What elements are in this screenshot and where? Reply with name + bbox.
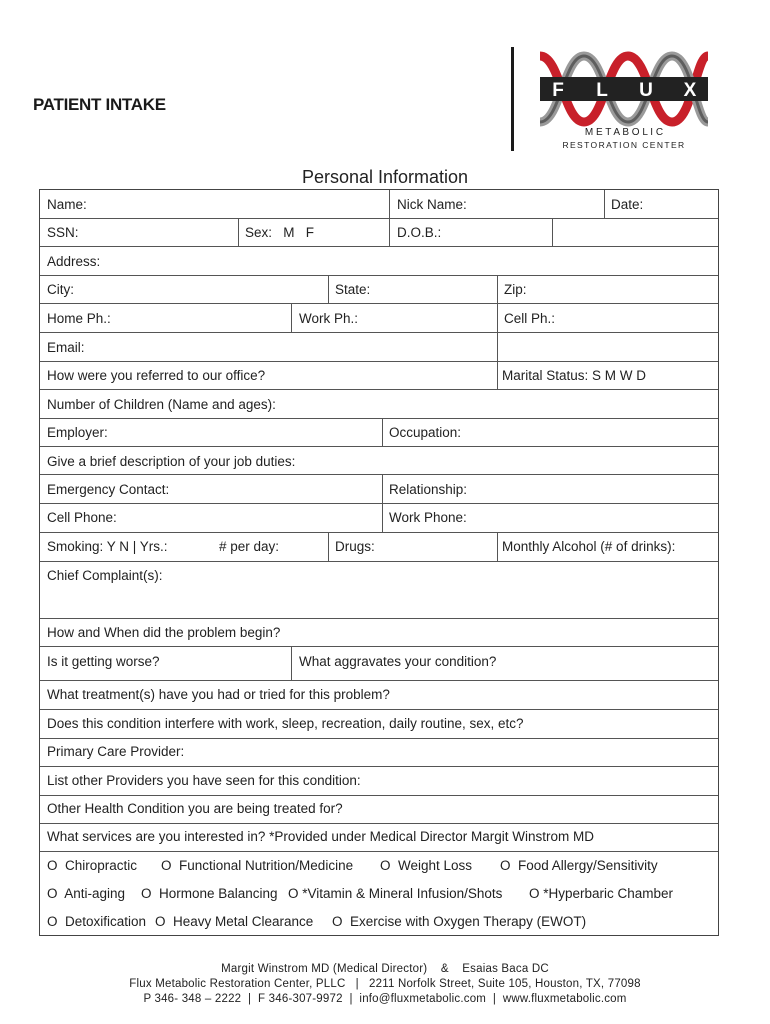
getting-worse-label: Is it getting worse? <box>47 654 160 669</box>
date-label: Date: <box>611 197 644 212</box>
relationship-label: Relationship: <box>389 482 468 497</box>
section-title: Personal Information <box>301 167 469 187</box>
ssn-label: SSN: <box>47 225 79 240</box>
service-option-hormone-balancing[interactable]: O Hormone Balancing <box>141 886 278 901</box>
logo-divider <box>511 47 514 151</box>
name-label: Name: <box>47 197 87 212</box>
page-title: PATIENT INTAKE <box>33 95 166 114</box>
service-option-heavy-metal-clearance[interactable]: O Heavy Metal Clearance <box>155 914 314 929</box>
service-option-hyperbaric-chamber[interactable]: O *Hyperbaric Chamber <box>529 886 674 901</box>
service-option-weight-loss[interactable]: O Weight Loss <box>380 858 473 873</box>
dob-label: D.O.B.: <box>397 225 442 240</box>
state-label: State: <box>335 282 371 297</box>
primary-care-label: Primary Care Provider: <box>47 744 185 759</box>
city-label: City: <box>47 282 74 297</box>
service-option-detoxification[interactable]: O Detoxification <box>47 914 147 929</box>
home-phone-label: Home Ph.: <box>47 311 111 326</box>
occupation-label: Occupation: <box>389 425 462 440</box>
work-phone-label: Work Ph.: <box>299 311 359 326</box>
intake-form-table <box>39 189 719 936</box>
smoking-label: Smoking: Y N | Yrs.: <box>47 539 168 554</box>
alcohol-label: Monthly Alcohol (# of drinks): <box>502 539 676 554</box>
logo-letter: F <box>552 80 564 101</box>
per-day-label: # per day: <box>219 539 280 554</box>
treatments-label: What treatment(s) have you had or tried for this problem? <box>47 687 390 702</box>
emergency-contact-label: Emergency Contact: <box>47 482 170 497</box>
service-option-chiropractic[interactable]: O Chiropractic <box>47 858 138 873</box>
service-option-food-allergy[interactable]: O Food Allergy/Sensitivity <box>500 858 658 873</box>
other-providers-label: List other Providers you have seen for this condition: <box>47 773 361 788</box>
service-option-vitamin-infusion[interactable]: O *Vitamin & Mineral Infusion/Shots <box>288 886 503 901</box>
emergency-cell-phone-label: Cell Phone: <box>47 510 117 525</box>
other-health-label: Other Health Condition you are being treated for? <box>47 801 343 816</box>
service-option-anti-aging[interactable]: O Anti-aging <box>47 886 126 901</box>
zip-label: Zip: <box>504 282 527 297</box>
logo-letter: X <box>683 80 697 101</box>
drugs-label: Drugs: <box>335 539 375 554</box>
footer-line-2: Flux Metabolic Restoration Center, PLLC | 2211 Norfolk Street, Suite 105, Houston, TX, 77098 <box>129 978 641 990</box>
nick-name-label: Nick Name: <box>397 197 467 212</box>
logo-letter: U <box>639 80 653 101</box>
emergency-work-phone-label: Work Phone: <box>389 510 467 525</box>
logo-restoration: RESTORATION CENTER <box>562 140 686 150</box>
flux-logo-image <box>536 48 712 152</box>
sex-label: Sex: M F <box>245 225 315 240</box>
cell-phone-label: Cell Ph.: <box>504 311 556 326</box>
footer-line-1: Margit Winstrom MD (Medical Director) & Esaias Baca DC <box>221 963 549 975</box>
problem-begin-label: How and When did the problem begin? <box>47 625 281 640</box>
marital-status-label: Marital Status: S M W D <box>502 368 647 383</box>
service-option-ewot[interactable]: O Exercise with Oxygen Therapy (EWOT) <box>332 914 587 929</box>
footer-line-3: P 346- 348 – 2222 | F 346-307-9972 | info@fluxmetabolic.com | www.fluxmetabolic.com <box>143 993 627 1005</box>
logo-metabolic: M E T A B O L I C <box>584 127 664 138</box>
chief-complaint-label: Chief Complaint(s): <box>47 568 163 583</box>
interfere-label: Does this condition interfere with work, sleep, recreation, daily routine, sex, etc? <box>47 716 524 731</box>
logo-letter: L <box>596 80 608 101</box>
email-label: Email: <box>47 340 85 355</box>
address-label: Address: <box>47 254 101 269</box>
job-duties-label: Give a brief description of your job duties: <box>47 454 296 469</box>
flux-logo <box>536 48 712 152</box>
aggravates-label: What aggravates your condition? <box>299 654 497 669</box>
referral-label: How were you referred to our office? <box>47 368 266 383</box>
children-label: Number of Children (Name and ages): <box>47 397 276 412</box>
employer-label: Employer: <box>47 425 108 440</box>
services-label: What services are you interested in? *Provided under Medical Director Margit Winstrom MD <box>47 829 594 844</box>
service-option-functional-nutrition[interactable]: O Functional Nutrition/Medicine <box>161 858 354 873</box>
